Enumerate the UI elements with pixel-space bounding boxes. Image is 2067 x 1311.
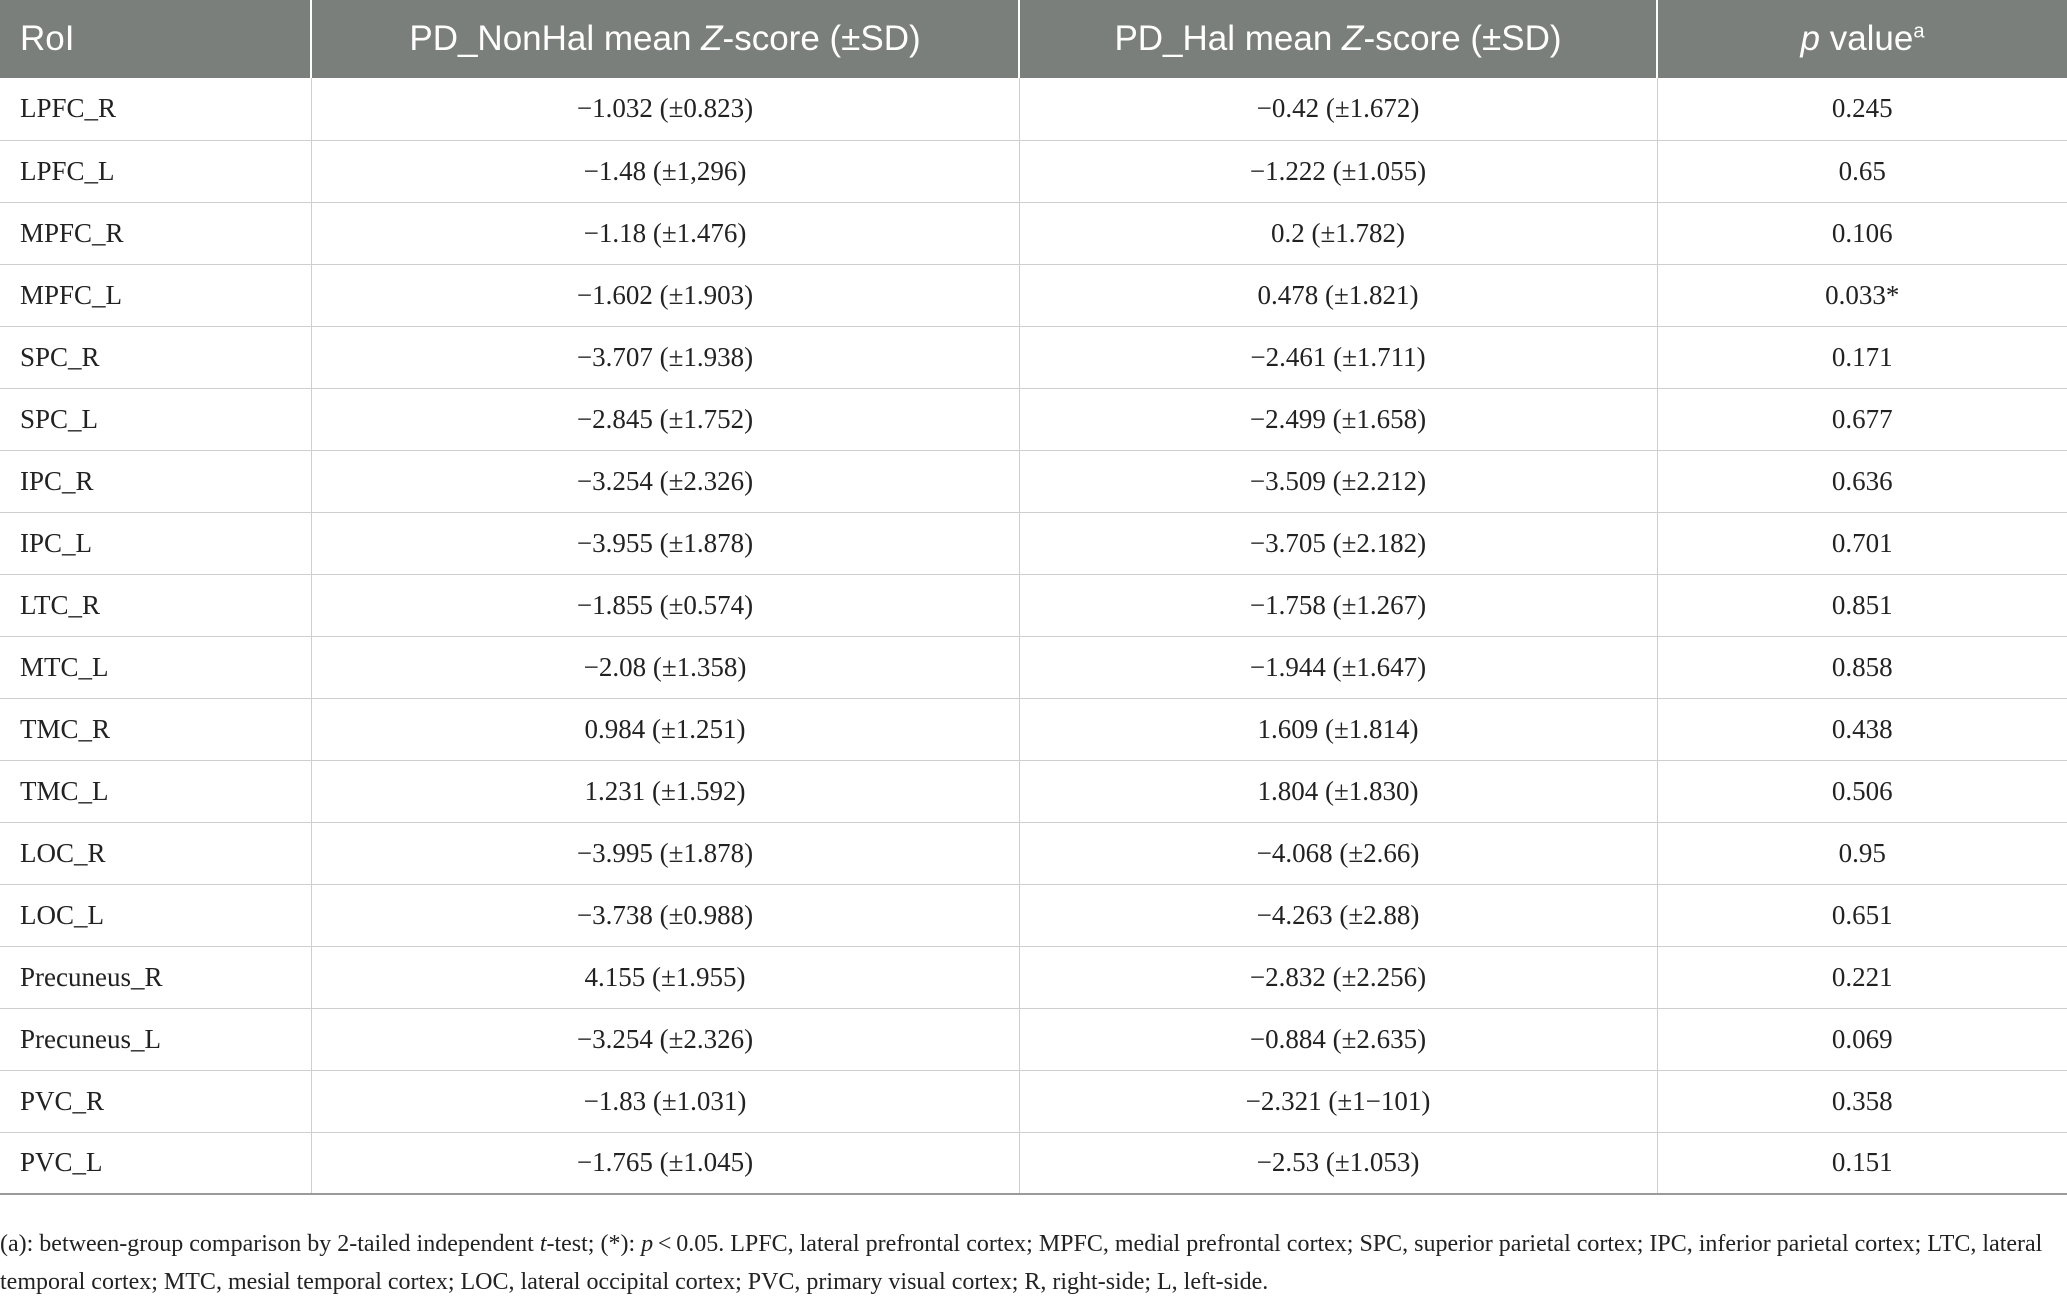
header-nonhal-prefix: PD_NonHal mean	[409, 19, 702, 58]
cell-p-value: 0.069	[1657, 1008, 2067, 1070]
table-row	[0, 574, 2067, 636]
header-nonhal-italic: Z	[701, 19, 723, 58]
cell-nonhal-zscore: −2.845 (±1.752)	[311, 388, 1019, 450]
footnote-part2: -test; (*):	[546, 1231, 642, 1257]
cell-p-value: 0.438	[1657, 698, 2067, 760]
cell-nonhal-zscore: −3.707 (±1.938)	[311, 326, 1019, 388]
cell-p-value: 0.65	[1657, 140, 2067, 202]
table-row	[0, 946, 2067, 1008]
cell-nonhal-zscore: 1.231 (±1.592)	[311, 760, 1019, 822]
header-hal-suffix: -score (±SD)	[1363, 19, 1562, 58]
cell-p-value: 0.677	[1657, 388, 2067, 450]
cell-nonhal-zscore: −3.254 (±2.326)	[311, 450, 1019, 512]
cell-roi: LOC_L	[0, 884, 311, 946]
header-p-italic: p	[1800, 19, 1820, 58]
footnote-part3: < 0.05. LPFC, lateral prefrontal cortex; MPFC, medial prefrontal cortex; SPC, superior parietal cortex; IPC, inferior parietal cortex; LTC, lateral temporal cortex; MTC, mesial temporal cortex; LOC, lateral occipital cortex; PVC, primary visual cortex; R, right-side; L, left-side.	[0, 1231, 2043, 1295]
cell-p-value: 0.171	[1657, 326, 2067, 388]
cell-hal-zscore: −3.705 (±2.182)	[1019, 512, 1657, 574]
cell-roi: IPC_R	[0, 450, 311, 512]
table-row	[0, 140, 2067, 202]
table-row	[0, 450, 2067, 512]
cell-p-value: 0.701	[1657, 512, 2067, 574]
table-row	[0, 78, 2067, 140]
cell-p-value: 0.245	[1657, 78, 2067, 140]
cell-nonhal-zscore: −1.83 (±1.031)	[311, 1070, 1019, 1132]
footnote-t-italic: t	[539, 1231, 547, 1257]
cell-hal-zscore: 0.2 (±1.782)	[1019, 202, 1657, 264]
cell-hal-zscore: −4.263 (±2.88)	[1019, 884, 1657, 946]
cell-roi: MPFC_L	[0, 264, 311, 326]
cell-p-value: 0.033*	[1657, 264, 2067, 326]
cell-nonhal-zscore: −1.602 (±1.903)	[311, 264, 1019, 326]
cell-p-value: 0.506	[1657, 760, 2067, 822]
table-row	[0, 636, 2067, 698]
cell-nonhal-zscore: −1.18 (±1.476)	[311, 202, 1019, 264]
cell-hal-zscore: −0.42 (±1.672)	[1019, 78, 1657, 140]
cell-roi: TMC_L	[0, 760, 311, 822]
footnote-part1: (a): between-group comparison by 2-tailed independent	[0, 1231, 540, 1257]
cell-hal-zscore: −1.222 (±1.055)	[1019, 140, 1657, 202]
cell-hal-zscore: −4.068 (±2.66)	[1019, 822, 1657, 884]
cell-nonhal-zscore: −1.765 (±1.045)	[311, 1132, 1019, 1194]
table-row	[0, 760, 2067, 822]
cell-hal-zscore: −2.499 (±1.658)	[1019, 388, 1657, 450]
header-p-sup: a	[1913, 20, 1925, 43]
cell-nonhal-zscore: −3.995 (±1.878)	[311, 822, 1019, 884]
header-nonhal	[311, 0, 1019, 78]
cell-hal-zscore: −2.832 (±2.256)	[1019, 946, 1657, 1008]
cell-p-value: 0.95	[1657, 822, 2067, 884]
table-row	[0, 1132, 2067, 1194]
table-row	[0, 1070, 2067, 1132]
header-roi: RoI	[0, 0, 311, 78]
cell-hal-zscore: −2.321 (±1−101)	[1019, 1070, 1657, 1132]
cell-nonhal-zscore: −3.738 (±0.988)	[311, 884, 1019, 946]
cell-hal-zscore: 0.478 (±1.821)	[1019, 264, 1657, 326]
cell-roi: PVC_L	[0, 1132, 311, 1194]
table-header-row	[0, 0, 2067, 78]
table-row	[0, 1008, 2067, 1070]
cell-p-value: 0.858	[1657, 636, 2067, 698]
cell-roi: PVC_R	[0, 1070, 311, 1132]
cell-hal-zscore: 1.609 (±1.814)	[1019, 698, 1657, 760]
cell-nonhal-zscore: −1.032 (±0.823)	[311, 78, 1019, 140]
cell-nonhal-zscore: −1.855 (±0.574)	[311, 574, 1019, 636]
table-row	[0, 884, 2067, 946]
cell-nonhal-zscore: 0.984 (±1.251)	[311, 698, 1019, 760]
cell-p-value: 0.358	[1657, 1070, 2067, 1132]
header-hal	[1019, 0, 1657, 78]
cell-roi: LTC_R	[0, 574, 311, 636]
cell-roi: TMC_R	[0, 698, 311, 760]
header-hal-italic: Z	[1342, 19, 1364, 58]
cell-roi: LOC_R	[0, 822, 311, 884]
cell-hal-zscore: 1.804 (±1.830)	[1019, 760, 1657, 822]
cell-roi: Precuneus_R	[0, 946, 311, 1008]
cell-hal-zscore: −0.884 (±2.635)	[1019, 1008, 1657, 1070]
cell-roi: Precuneus_L	[0, 1008, 311, 1070]
cell-roi: MPFC_R	[0, 202, 311, 264]
header-p-text: value	[1819, 19, 1914, 58]
cell-nonhal-zscore: −3.955 (±1.878)	[311, 512, 1019, 574]
table-row	[0, 326, 2067, 388]
cell-p-value: 0.636	[1657, 450, 2067, 512]
cell-roi: LPFC_L	[0, 140, 311, 202]
cell-hal-zscore: −1.758 (±1.267)	[1019, 574, 1657, 636]
cell-roi: SPC_R	[0, 326, 311, 388]
table-row	[0, 202, 2067, 264]
cell-p-value: 0.151	[1657, 1132, 2067, 1194]
cell-p-value: 0.106	[1657, 202, 2067, 264]
cell-p-value: 0.651	[1657, 884, 2067, 946]
table-row	[0, 388, 2067, 450]
table-body	[0, 78, 2067, 1194]
cell-hal-zscore: −3.509 (±2.212)	[1019, 450, 1657, 512]
cell-roi: SPC_L	[0, 388, 311, 450]
cell-roi: LPFC_R	[0, 78, 311, 140]
cell-nonhal-zscore: −1.48 (±1,296)	[311, 140, 1019, 202]
table-row	[0, 822, 2067, 884]
table-row	[0, 698, 2067, 760]
table-row	[0, 264, 2067, 326]
cell-nonhal-zscore: −2.08 (±1.358)	[311, 636, 1019, 698]
cell-nonhal-zscore: 4.155 (±1.955)	[311, 946, 1019, 1008]
cell-hal-zscore: −2.461 (±1.711)	[1019, 326, 1657, 388]
cell-p-value: 0.851	[1657, 574, 2067, 636]
cell-hal-zscore: −2.53 (±1.053)	[1019, 1132, 1657, 1194]
table-row	[0, 512, 2067, 574]
header-nonhal-suffix: -score (±SD)	[722, 19, 921, 58]
cell-p-value: 0.221	[1657, 946, 2067, 1008]
cell-nonhal-zscore: −3.254 (±2.326)	[311, 1008, 1019, 1070]
cell-roi: IPC_L	[0, 512, 311, 574]
header-hal-prefix: PD_Hal mean	[1114, 19, 1343, 58]
cell-hal-zscore: −1.944 (±1.647)	[1019, 636, 1657, 698]
header-p-value	[1657, 0, 2067, 78]
table-footnote	[0, 1225, 2067, 1301]
cell-roi: MTC_L	[0, 636, 311, 698]
footnote-p-italic: p	[641, 1231, 654, 1257]
